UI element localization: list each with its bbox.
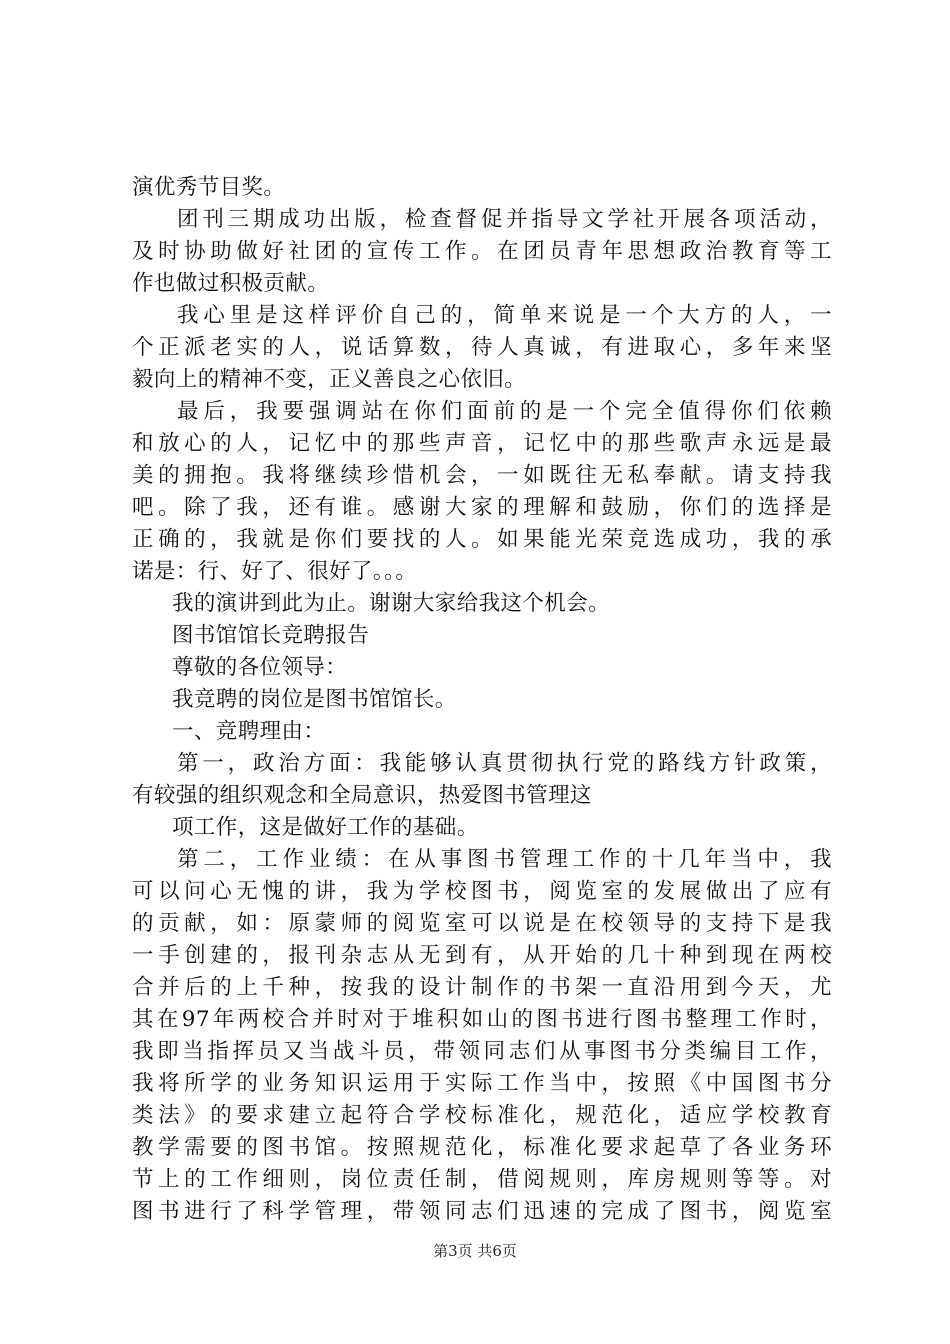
text-line: 教学需要的图书馆。按照规范化，标准化要求起草了各业务环	[132, 1135, 832, 1160]
text-line: 我即当指挥员又当战斗员，带领同志们从事图书分类编目工作，	[132, 1039, 832, 1064]
text-line: 诺是：行、好了、很好了。。。	[132, 559, 418, 584]
text-line: 个正派老实的人，说话算数，待人真诚，有进取心，多年来坚	[132, 335, 832, 360]
text-line: 其在97年两校合并时对于堆积如山的图书进行图书整理工作时，	[132, 1007, 832, 1032]
text-line: 项工作，这是做好工作的基础。	[172, 815, 479, 840]
text-line: 可以问心无愧的讲，我为学校图书，阅览室的发展做出了应有	[132, 879, 832, 904]
text-line: 一手创建的，报刊杂志从无到有，从开始的几十种到现在两校	[132, 943, 832, 968]
text-line: 吧。除了我，还有谁。感谢大家的理解和鼓励，你们的选择是	[132, 495, 832, 520]
text-line: 作也做过积极贡献。	[132, 271, 330, 296]
text-line: 合并后的上千种，按我的设计制作的书架一直沿用到今天，尤	[132, 975, 832, 1000]
text-line: 和放心的人，记忆中的那些声音，记忆中的那些歌声永远是最	[132, 431, 832, 456]
text-line: 我将所学的业务知识运用于实际工作当中，按照《中国图书分	[132, 1071, 832, 1096]
text-line: 的贡献，如：原蒙师的阅览室可以说是在校领导的支持下是我	[132, 911, 832, 936]
page-number: 第3页 共6页	[433, 1242, 517, 1260]
text-line: 及时协助做好社团的宣传工作。在团员青年思想政治教育等工	[132, 239, 832, 264]
text-line: 第一，政治方面：我能够认真贯彻执行党的路线方针政策，	[177, 751, 832, 776]
salutation: 尊敬的各位领导：	[172, 655, 348, 680]
document-body	[132, 172, 832, 1228]
text-line: 类法》的要求建立起符合学校标准化，规范化，适应学校教育	[132, 1103, 832, 1128]
text-line: 第二，工作业绩：在从事图书管理工作的十几年当中，我	[177, 847, 832, 872]
text-line: 美的拥抱。我将继续珍惜机会，一如既往无私奉献。请支持我	[132, 463, 832, 488]
text-line: 有较强的组织观念和全局意识，热爱图书管理这	[132, 783, 592, 808]
text-line: 演优秀节目奖。	[132, 175, 286, 200]
text-line: 最后，我要强调站在你们面前的是一个完全值得你们依赖	[177, 399, 832, 424]
text-line: 图书进行了科学管理，带领同志们迅速的完成了图书，阅览室	[132, 1199, 832, 1224]
text-line: 团刊三期成功出版，检查督促并指导文学社开展各项活动，	[177, 207, 832, 232]
section-heading: 一、竞聘理由：	[172, 719, 326, 744]
text-line: 我心里是这样评价自己的，简单来说是一个大方的人，一	[177, 303, 832, 328]
text-line: 我的演讲到此为止。谢谢大家给我这个机会。	[172, 591, 611, 616]
text-line: 毅向上的精神不变，正义善良之心依旧。	[132, 367, 527, 392]
text-line: 节上的工作细则，岗位责任制，借阅规则，库房规则等等。对	[132, 1167, 832, 1192]
text-line: 正确的，我就是你们要找的人。如果能光荣竞选成功，我的承	[132, 527, 832, 552]
text-line: 我竞聘的岗位是图书馆馆长。	[172, 687, 457, 712]
section-title: 图书馆馆长竞聘报告	[172, 623, 370, 648]
